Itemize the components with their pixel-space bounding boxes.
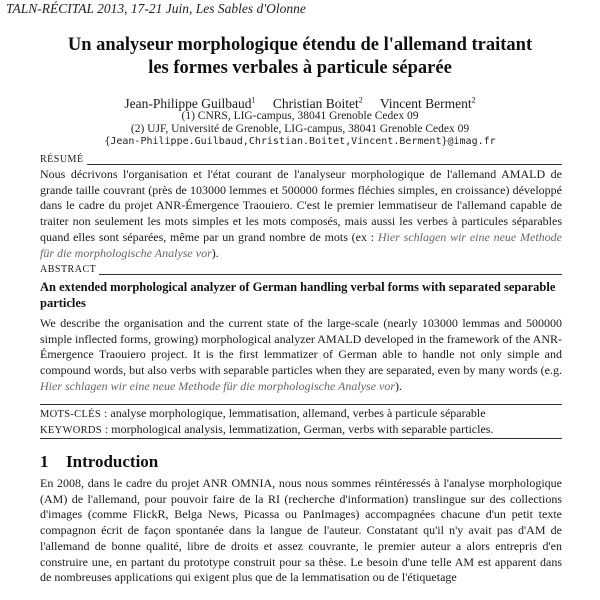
abstract-example: Hier schlagen wir eine neue Methode für die morphologische Analyse vor — [40, 378, 396, 393]
heading-rule — [87, 156, 562, 165]
abstract-paragraph — [40, 316, 562, 395]
affiliation-2: (2) UJF, Université de Grenoble, LIG-campus, 38041 Grenoble Cedex 09 — [130, 123, 470, 135]
resume-label: RÉSUMÉ — [40, 154, 84, 165]
keywords-bottom-rule — [40, 438, 562, 439]
keywords-en-label: KEYWORDS — [40, 425, 102, 436]
resume-paragraph — [40, 167, 562, 261]
author-emails: {Jean-Philippe.Guilbaud,Christian.Boitet,Vincent.Berment}@imag.fr — [104, 136, 496, 147]
author-name: Jean-Philippe Guilbaud — [124, 96, 252, 111]
author-name: Vincent Berment — [379, 96, 472, 111]
title-line-2: les formes verbales à particule séparée — [148, 58, 452, 78]
keywords-top-rule — [40, 404, 562, 405]
abstract-text: We describe the organisation and the current state of the large-scale (nearly 103000 lemmas and 500000 simple inflected forms, growing) morphological analyzer AMALD developed in the framework of the ANR-Émergence Traouiero project. It is the first lemmatizer of German able to handle not only simple and compound words, but also verbs with separable particles when they are separated, even by many words (e.g. — [40, 316, 562, 378]
section-heading — [40, 452, 158, 472]
paper-title — [0, 34, 600, 80]
section-title: Introduction — [66, 452, 159, 471]
section-number: 1 — [40, 452, 49, 471]
resume-heading — [40, 154, 562, 165]
heading-rule — [99, 266, 562, 275]
abstract-title: An extended morphological analyzer of German handling verbal forms with separated separable particles — [40, 280, 556, 310]
resume-end: ). — [211, 245, 219, 260]
resume-text: Nous décrivons l'organisation et l'état courant de l'analyseur morphologique de l'allemand AMALD de grande taille couvrant (près de 103000 lemmes et 500000 formes fléchies simples, en croissance) développé dans le cadre du projet ANR-Émergence Traouiero. C'est le premier lemmatiseur de l'allemand capable de traiter non seulement les mots simples et les mots composés, mais aussi les verbes à particules séparables quand elles sont séparées, même par un grand nombre de mots (ex : — [40, 167, 562, 244]
author-name: Christian Boitet — [272, 96, 359, 111]
title-line-1: Un analyseur morphologique étendu de l'allemand traitant — [67, 35, 533, 55]
author-affiliation-mark: 1 — [251, 95, 256, 105]
abstract-heading — [40, 264, 562, 275]
keywords-fr-label: MOTS-CLÉS — [40, 409, 102, 420]
abstract-label: ABSTRACT — [40, 264, 97, 275]
keywords-fr-text: : analyse morphologique, lemmatisation, allemand, verbes à particule séparable — [101, 406, 486, 420]
abstract-end: ). — [395, 378, 403, 393]
keywords-fr — [40, 406, 562, 423]
resume-example: Hier schlagen wir eine neue Methode für die morphologische Analyse vor — [40, 229, 563, 260]
affiliation-1: (1) CNRS, LIG-campus, 38041 Grenoble Cedex 09 — [181, 110, 419, 122]
author-affiliation-mark: 2 — [358, 95, 363, 105]
keywords-en — [40, 422, 562, 439]
running-head: TALN-RÉCITAL 2013, 17-21 Juin, Les Sables d'Olonne — [6, 1, 306, 16]
keywords-en-text: : morphological analysis, lemmatization, German, verbs with separable particles. — [101, 422, 494, 436]
intro-paragraph: En 2008, dans le cadre du projet ANR OMNIA, nous nous sommes réintéressés à l'analyse morphologique (AM) de l'allemand, pour pouvoir faire de la RI (recherche d'information) translingue sur des collections d'images (comme FlickR, Belga News, Picassa ou PanImages) accompagnées chacune d'un petit texte compagnon écrit de façon spontanée dans la langue de l'auteur. Constatant qu'il n'y avait pas d'AM de l'allemand de bonne qualité, libre de droits et assez couvrante, le premier auteur a alors entrepris d'en construire une, en partant du prototype construit pour sa thèse. Le besoin d'une telle AM est apparent dans de nombreuses applications qui exigent plus que de la lemmatisation ou de l'étiquetage — [40, 476, 562, 585]
author-affiliation-mark: 2 — [471, 95, 476, 105]
